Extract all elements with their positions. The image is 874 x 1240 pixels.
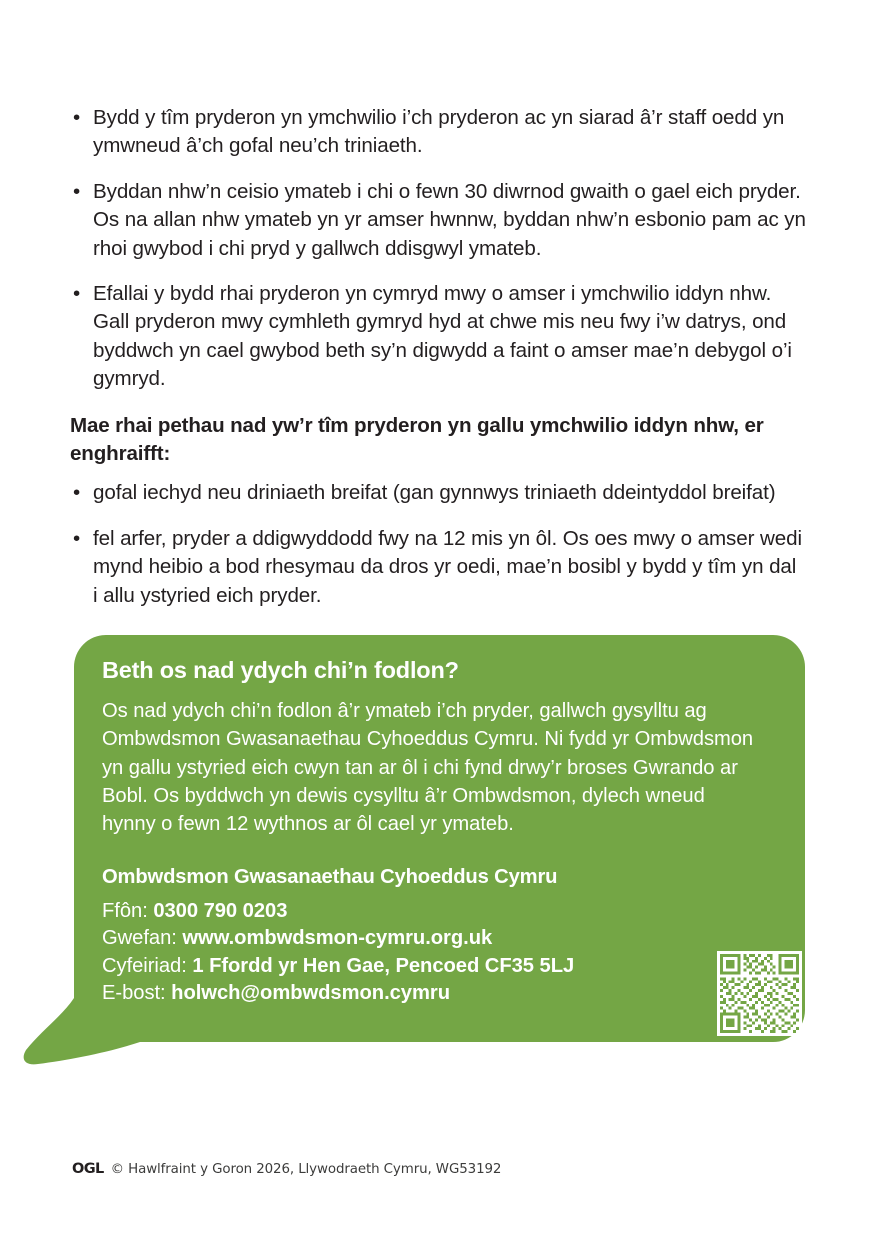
organisation-name: Ombwdsmon Gwasanaethau Cyhoeddus Cymru (102, 865, 558, 888)
callout-speech-bubble (0, 620, 874, 1080)
contact-details (102, 898, 622, 1008)
bullet-list-primary (70, 104, 806, 394)
contact-website (102, 925, 622, 952)
main-content (70, 104, 806, 610)
contact-label: Ffôn: (102, 900, 154, 923)
footer (72, 1161, 501, 1177)
callout-paragraph: Os nad ydych chi’n fodlon â’r ymateb i’ch pryder, gallwch gysylltu ag Ombwdsmon Gwasanaethau Cyhoeddus Cymru. Ni fydd yr Ombwdsmon yn gallu ystyried eich cwyn tan ar ôl i chi fynd drwy’r broses Gwrando ar Bobl. Os byddwch yn dewis cysylltu â’r Ombwdsmon, dylech wneud hynny o fewn 12 wythnos ar ôl cael yr ymateb. (102, 700, 754, 835)
list-item-text: gofal iechyd neu driniaeth breifat (gan gynnwys triniaeth ddeintyddol breifat) (93, 481, 776, 505)
contact-label: Cyfeiriad: (102, 954, 193, 977)
list-item (70, 280, 806, 394)
contact-value: 1 Ffordd yr Hen Gae, Pencoed CF35 5LJ (192, 954, 575, 977)
list-item (70, 178, 806, 263)
list-item-text: Bydd y tîm pryderon yn ymchwilio i’ch pryderon ac yn siarad â’r staff oedd yn ymwneud â’ch gofal neu’ch triniaeth. (93, 106, 785, 158)
bullet-icon: • (73, 526, 81, 550)
ogl-logo-icon: OGL (72, 1161, 104, 1177)
contact-phone (102, 898, 622, 925)
bullet-icon: • (73, 282, 81, 306)
list-item-text: fel arfer, pryder a ddigwyddodd fwy na 12 mis yn ôl. Os oes mwy o amser wedi mynd heibio a bod rhesymau da dros yr oedi, mae’n bosibl y bydd y tîm yn dal i allu ystyried eich pryder. (93, 526, 802, 607)
bullet-icon: • (73, 481, 81, 505)
list-item (70, 525, 806, 610)
list-item-text: Efallai y bydd rhai pryderon yn cymryd mwy o amser i ymchwilio iddyn nhw. Gall pryderon mwy cymhleth gymryd hyd at chwe mis neu fwy i’w datrys, ond byddwch yn cael gwybod beth sy’n digwydd a faint o amser mae’n debygol o’i gymryd. (93, 282, 792, 391)
list-item (70, 479, 806, 507)
qr-code-icon[interactable] (717, 951, 802, 1036)
bullet-list-secondary (70, 479, 806, 610)
callout-body (102, 656, 792, 1008)
callout-heading: Beth os nad ydych chi’n fodlon? (102, 657, 459, 683)
list-item-text: Byddan nhw’n ceisio ymateb i chi o fewn 30 diwrnod gwaith o gael eich pryder. Os na allan nhw ymateb yn yr amser hwnnw, byddan nhw’n esbonio pam ac yn rhoi gwybod i chi pryd y gallwch ddisgwyl ymateb. (93, 179, 806, 260)
contact-address (102, 953, 622, 980)
spacer (70, 468, 806, 479)
contact-value[interactable]: 0300 790 0203 (153, 900, 288, 923)
spacer (70, 394, 806, 412)
contact-value[interactable]: www.ombwdsmon-cymru.org.uk (182, 927, 493, 950)
copyright-text: © Hawlfraint y Goron 2026, Llywodraeth Cymru, WG53192 (110, 1161, 502, 1177)
bullet-icon: • (73, 106, 81, 129)
contact-label: E-bost: (102, 982, 172, 1005)
contact-label: Gwefan: (102, 927, 183, 950)
list-item (70, 104, 806, 161)
contact-value[interactable]: holwch@ombwdsmon.cymru (171, 982, 450, 1005)
bullet-icon: • (73, 179, 81, 203)
contact-email (102, 980, 622, 1007)
lead-paragraph: Mae rhai pethau nad yw’r tîm pryderon yn gallu ymchwilio iddyn nhw, er enghraifft: (70, 413, 764, 466)
